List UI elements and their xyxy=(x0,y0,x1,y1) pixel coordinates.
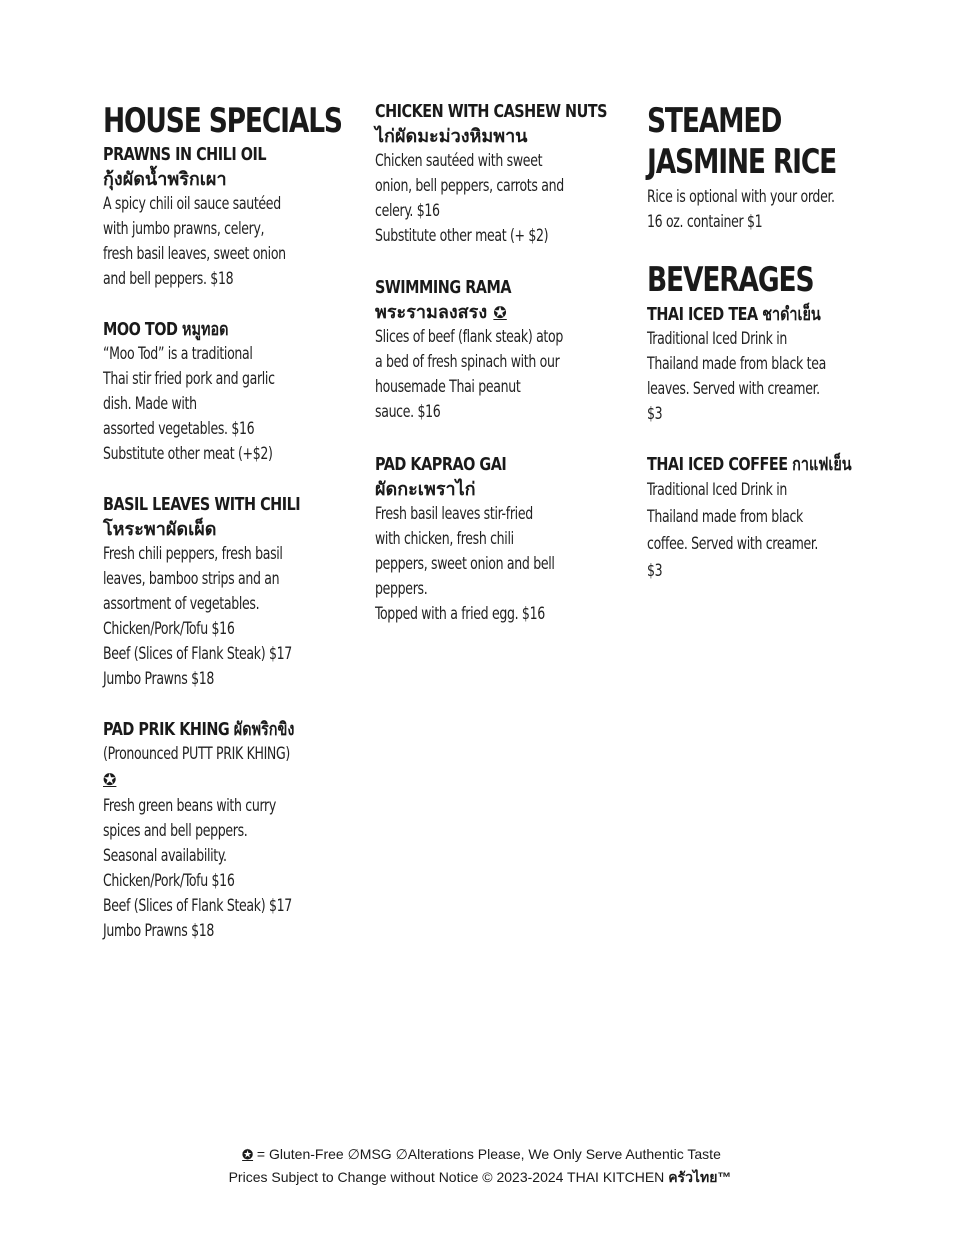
item-name: MOO TOD หมูทอด xyxy=(103,319,229,340)
item-name: BASIL LEAVES WITH CHILI xyxy=(103,494,301,515)
house-specials-title: HOUSE SPECIALS xyxy=(103,101,342,141)
beverages-title: BEVERAGES xyxy=(647,260,814,300)
item-thai-name: พระรามลงสรง ✪ xyxy=(375,302,507,323)
item-description: Slices of beef (flank steak) atop a bed of fresh spinach with our housemade Thai peanut sauce. $16 xyxy=(375,327,563,422)
item-name: PAD PRIK KHING ผัดพริกขิง xyxy=(103,719,295,740)
menu-item-moo-tod xyxy=(103,317,353,467)
item-thai-name: ผัดพริกขิง xyxy=(233,719,295,740)
rice-title-line2: JASMINE RICE xyxy=(647,142,837,182)
item-pronunciation: (Pronounced PUTT PRIK KHING) xyxy=(103,744,290,764)
menu-item-prawns-chili-oil xyxy=(103,142,353,292)
footer-copyright: Prices Subject to Change without Notice © 2023-2024 THAI KITCHEN ครัวไทย™ xyxy=(228,1169,732,1185)
item-description: Traditional Iced Drink in Thailand made from black tea leaves. Served with creamer. $3 xyxy=(647,329,826,424)
item-name: CHICKEN WITH CASHEW NUTS xyxy=(375,101,608,122)
item-thai-name: ไก่ผัดมะม่วงหิมพาน xyxy=(375,126,528,147)
item-description: Fresh basil leaves stir-fried with chicken, fresh chili peppers, sweet onion and bell peppers. Topped with a fried egg. $16 xyxy=(375,504,555,624)
item-name: THAI ICED COFFEE กาแฟเย็น xyxy=(647,454,852,475)
footer-legend xyxy=(0,1143,960,1166)
rice-title-line1: STEAMED xyxy=(647,101,782,141)
menu-item-thai-iced-tea xyxy=(647,302,897,427)
item-thai-name: กุ้งผัดน้ำพริกเผา xyxy=(103,169,227,190)
item-thai-name: ผัดกะเพราไก่ xyxy=(375,479,476,500)
footer-legend-text: = Gluten-Free ∅MSG ∅Alterations Please, We Only Serve Authentic Taste xyxy=(253,1146,721,1162)
item-description: Chicken sautéed with sweet onion, bell peppers, carrots and celery. $16 Substitute other meat (+ $2) xyxy=(375,151,564,246)
gluten-free-icon: ✪ xyxy=(493,303,507,322)
rice-description: Rice is optional with your order. 16 oz. container $1 xyxy=(647,187,835,232)
brand-name: ครัวไทย™ xyxy=(668,1169,732,1185)
item-name: THAI ICED TEA ชาดำเย็น xyxy=(647,304,821,325)
menu-footer xyxy=(0,1143,960,1188)
item-name: PAD KAPRAO GAI xyxy=(375,454,507,475)
menu-item-pad-prik-khing xyxy=(103,717,353,944)
item-name: SWIMMING RAMA xyxy=(375,277,511,298)
gluten-free-badge xyxy=(103,767,353,794)
rice-info xyxy=(647,185,897,235)
item-description: A spicy chili oil sauce sautéed with jumbo prawns, celery, fresh basil leaves, sweet onion and bell peppers. $18 xyxy=(103,194,286,289)
gluten-free-icon: ✪ xyxy=(242,1147,254,1162)
item-description: Fresh green beans with curry spices and bell peppers. Seasonal availability. Chicken/Pork/Tofu $16 Beef (Slices of Flank Steak) $17 Jumbo Prawns $18 xyxy=(103,796,292,941)
menu-item-swimming-rama xyxy=(375,275,625,425)
item-description: Fresh chili peppers, fresh basil leaves, bamboo strips and an assortment of vegetables. Chicken/Pork/Tofu $16 Beef (Slices of Flank Steak) $17 Jumbo Prawns $18 xyxy=(103,544,292,689)
item-thai-name: โหระพาผัดเผ็ด xyxy=(103,519,217,540)
item-name: PRAWNS IN CHILI OIL xyxy=(103,144,267,165)
item-description: Traditional Iced Drink in Thailand made from black coffee. Served with creamer. $3 xyxy=(647,480,819,581)
item-thai-name: หมูทอด xyxy=(182,319,229,340)
item-thai-name: ชาดำเย็น xyxy=(762,304,821,325)
menu-item-chicken-cashew xyxy=(375,99,625,249)
item-thai-name: กาแฟเย็น xyxy=(792,454,852,475)
menu-item-pad-kaprao-gai xyxy=(375,452,625,627)
menu-item-thai-iced-coffee xyxy=(647,452,897,585)
item-description: “Moo Tod” is a traditional Thai stir fried pork and garlic dish. Made with assorted vegetables. $16 Substitute other meat (+$2) xyxy=(103,344,275,464)
menu-item-basil-leaves-chili xyxy=(103,492,353,692)
gluten-free-icon: ✪ xyxy=(103,770,117,789)
